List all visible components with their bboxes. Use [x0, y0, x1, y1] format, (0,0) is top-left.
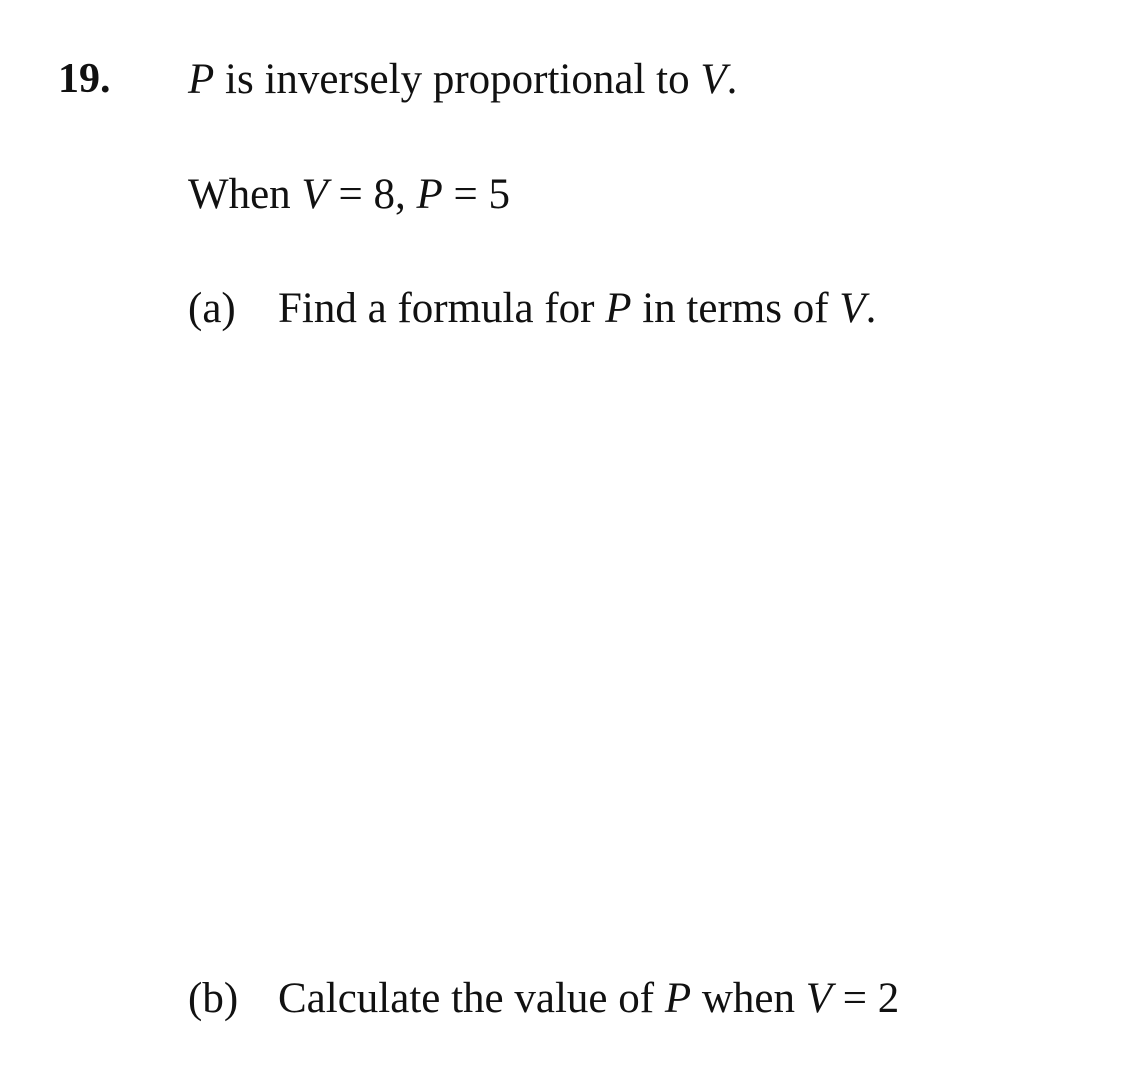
part-a-label: (a)	[188, 285, 236, 332]
given-prefix: When	[188, 171, 302, 218]
variable-v: V	[700, 56, 727, 103]
variable-p: P	[605, 285, 632, 332]
part-b-prompt	[278, 977, 899, 1020]
part-a-text-before: Find a formula for	[278, 285, 606, 332]
variable-v: V	[805, 975, 833, 1022]
given-eq1: = 8,	[327, 171, 417, 218]
question-stem	[188, 58, 737, 101]
part-b-label: (b)	[188, 975, 239, 1022]
part-b-text-mid: when	[691, 975, 806, 1022]
variable-v: V	[839, 285, 866, 332]
question-number: 19.	[58, 56, 111, 102]
part-a-text-end: .	[865, 285, 877, 332]
variable-p: P	[188, 56, 215, 103]
part-b-text-end: = 2	[832, 975, 900, 1022]
part-a-prompt	[278, 287, 876, 330]
stem-end: .	[726, 56, 738, 103]
part-b-text-before: Calculate the value of	[278, 975, 665, 1022]
variable-v: V	[301, 171, 328, 218]
variable-p: P	[416, 171, 443, 218]
given-eq2: = 5	[442, 171, 511, 218]
stem-text: is inversely proportional to	[214, 56, 701, 103]
part-a-text-mid: in terms of	[631, 285, 840, 332]
given-condition	[188, 173, 510, 216]
variable-p: P	[664, 975, 692, 1022]
